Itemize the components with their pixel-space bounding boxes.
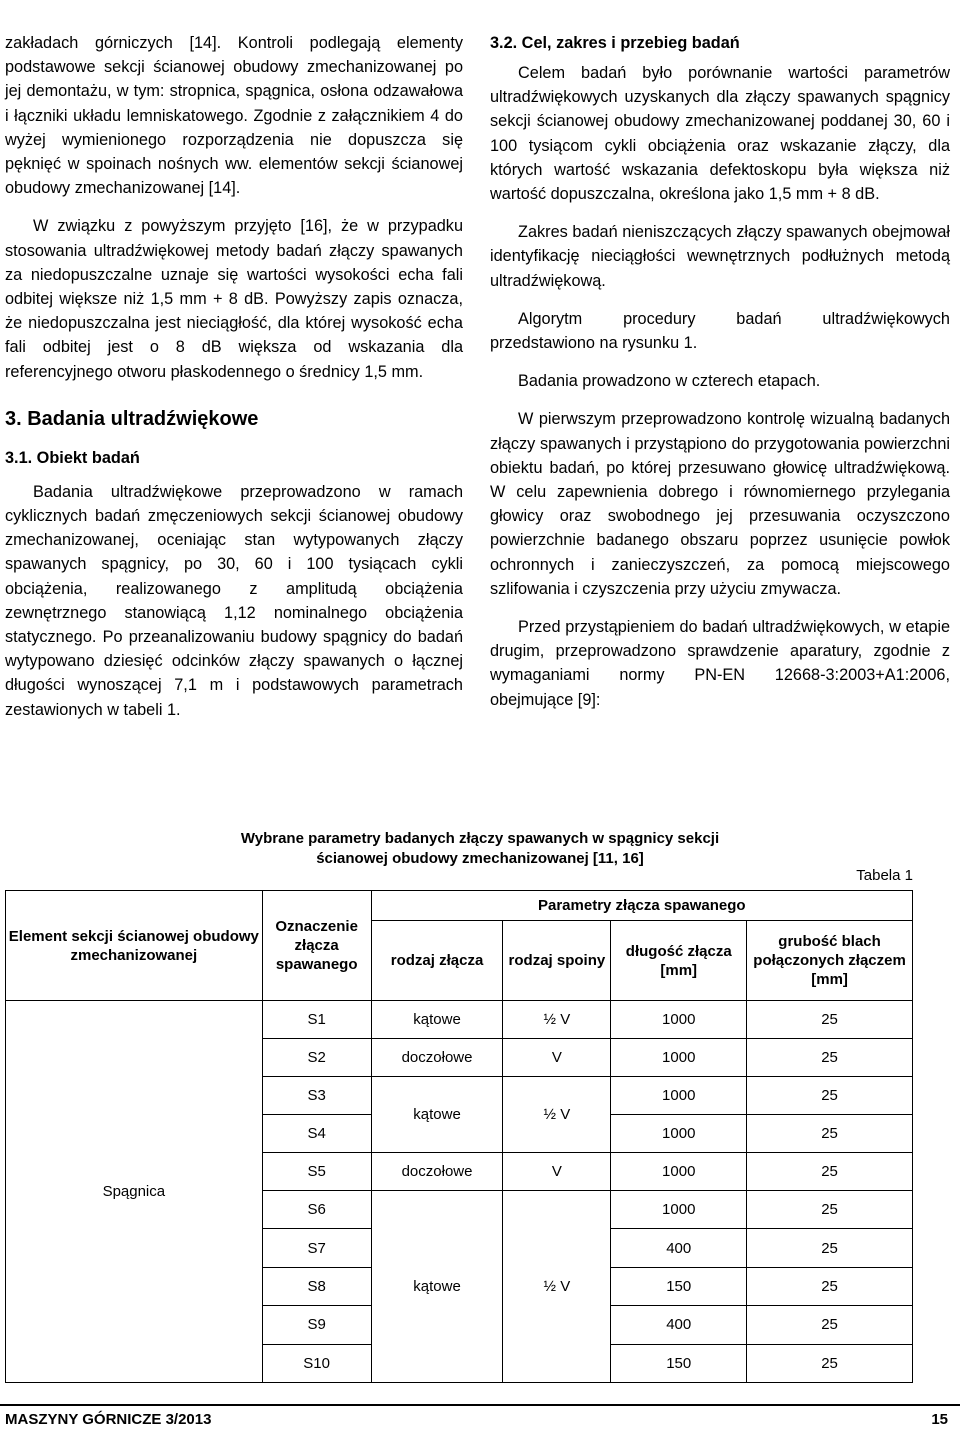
cell-dlugosc: 1000 [611, 1153, 747, 1191]
cell-dlugosc: 1000 [611, 1191, 747, 1229]
header-rodzaj-zlacza: rodzaj złącza [371, 921, 503, 1001]
table-label: Tabela 1 [856, 867, 913, 884]
table-caption [150, 829, 810, 869]
parameters-table [5, 890, 913, 1383]
header-grubosc: grubość blach połączonych złączem [mm] [747, 921, 913, 1001]
cell-dlugosc: 1000 [611, 1001, 747, 1039]
paragraph: Algorytm procedury badań ultradźwiękowych przedstawiono na rysunku 1. [490, 309, 950, 353]
cell-dlugosc: 1000 [611, 1039, 747, 1077]
paragraph: W związku z powyższym przyjęto [16], że w przypadku stosowania ultradźwiękowej metody badań złączy spawanych za niedopuszczalne uznaje się wartości wysokości echa fali odbitej większe niż 1,5 mm + 8 dB. Powyższy zapis oznacza, że niedopuszczalna jest nieciągłość, dla której wysokość echa fali odbitej jest o 8 dB większa od wskazania dla referencyjnego otworu płaskodennego o średnicy 1,5 mm. [5, 217, 463, 381]
cell-grubosc: 25 [747, 1229, 913, 1267]
cell-grubosc: 25 [747, 1191, 913, 1229]
header-oznaczenie: Oznaczenie złącza spawanego [262, 891, 371, 1001]
cell-rodzaj-spoiny: ½ V [503, 1077, 611, 1153]
header-params-group: Parametry złącza spawanego [371, 891, 912, 921]
cell-grubosc: 25 [747, 1077, 913, 1115]
cell-rodzaj-spoiny: V [503, 1039, 611, 1077]
cell-grubosc: 25 [747, 1001, 913, 1039]
footer-divider [0, 1404, 960, 1406]
paragraph: W pierwszym przeprowadzono kontrolę wizualną badanych złączy spawanych i przystąpiono do przygotowania powierzchni obiektu badań, po której przesuwano głowicę ultradźwiękową. W celu zapewnienia dobrego i równomiernego przylegania głowicy oraz swobodnego jej przesuwania oczyszczono powierzchnie badanego obszaru poprzez usunięcie powłok ochronnych i zanieczyszczeń, za pomocą miejscowego szlifowania i czyszczenia przy użyciu zmywacza. [490, 410, 950, 598]
cell-dlugosc: 150 [611, 1267, 747, 1305]
cell-dlugosc: 400 [611, 1306, 747, 1344]
subsection-heading: 3.2. Cel, zakres i przebieg badań [490, 34, 740, 52]
paragraph: Badania ultradźwiękowe przeprowadzono w ramach cyklicznych badań zmęczeniowych sekcji ścianowej obudowy zmechanizowanej, oceniając stan wytypowanych złączy spawanych spągnicy, po 30, 60 i 100 tysiącach cykli obciążenia, realizowanego z amplitudą obciążenia zewnętrznego stanowiącą 1,12 nominalnego obciążenia statycznego. Po przeanalizowaniu budowy spągnicy do badań wytypowano dziesięć odcinków złączy spawanych o łącznej długości wynoszącej 7,1 m i podstawowych parametrach zestawionych w tabeli 1. [5, 482, 463, 719]
table-caption-line: Wybrane parametry badanych złączy spawanych w spągnicy sekcji [240, 830, 720, 847]
cell-rodzaj-spoiny: ½ V [503, 1001, 611, 1039]
cell-rodzaj-spoiny: ½ V [503, 1191, 611, 1383]
cell-rodzaj-zlacza: kątowe [371, 1077, 503, 1153]
paragraph: Badania prowadzono w czterech etapach. [518, 372, 821, 391]
cell-id: S5 [262, 1153, 371, 1191]
cell-rodzaj-spoiny: V [503, 1153, 611, 1191]
section-heading: 3. Badania ultradźwiękowe [5, 407, 259, 430]
cell-grubosc: 25 [747, 1115, 913, 1153]
cell-grubosc: 25 [747, 1267, 913, 1305]
cell-rodzaj-zlacza: doczołowe [371, 1039, 503, 1077]
header-dlugosc: długość złącza [mm] [611, 921, 747, 1001]
element-cell: Spągnica [6, 1001, 263, 1383]
cell-grubosc: 25 [747, 1306, 913, 1344]
table-caption-line: ścianowej obudowy zmechanizowanej [11, 16] [316, 850, 644, 867]
cell-id: S4 [262, 1115, 371, 1153]
cell-id: S8 [262, 1267, 371, 1305]
paragraph: Przed przystąpieniem do badań ultradźwiękowych, w etapie drugim, przeprowadzono sprawdzenie aparatury, zgodnie z wymaganiami normy PN-EN 12668-3:2003+A1:2006, obejmujące [9]: [490, 618, 950, 709]
cell-rodzaj-zlacza: kątowe [371, 1191, 503, 1383]
paragraph: zakładach górniczych [14]. Kontroli podlegają elementy podstawowe sekcji ścianowej obudowy zmechanizowanej po jej demontażu, w tym: stropnica, spągnica, osłona odzawałowa i łączniki układu lemniskatowego. Zgodnie z załącznikiem 4 do wyżej wymienionego rozporządzenia nie dopuszcza się pęknięć w spoinach nośnych ww. elementów sekcji ścianowej obudowy zmechanizowanej [14]. [5, 34, 463, 198]
header-rodzaj-spoiny: rodzaj spoiny [503, 921, 611, 1001]
footer-journal: MASZYNY GÓRNICZE 3/2013 [5, 1411, 212, 1428]
right-column [490, 31, 950, 712]
paragraph: Celem badań było porównanie wartości parametrów ultradźwiękowych uzyskanych dla złączy spawanych spągnicy sekcji ścianowej obudowy zmechanizowanej poddanej 30, 60 i 100 tysiącom cykli obciążenia oraz wskazanie złączy, dla których wartość wskazania defektoskopu była większa niż wartość dopuszczalna, określona jako 1,5 mm + 8 dB. [490, 64, 950, 204]
cell-id: S3 [262, 1077, 371, 1115]
cell-id: S2 [262, 1039, 371, 1077]
cell-id: S1 [262, 1001, 371, 1039]
cell-id: S10 [262, 1344, 371, 1382]
cell-id: S6 [262, 1191, 371, 1229]
left-column [5, 31, 463, 722]
cell-grubosc: 25 [747, 1344, 913, 1382]
cell-dlugosc: 400 [611, 1229, 747, 1267]
cell-id: S7 [262, 1229, 371, 1267]
cell-dlugosc: 1000 [611, 1077, 747, 1115]
header-element: Element sekcji ścianowej obudowy zmechanizowanej [6, 891, 263, 1001]
cell-rodzaj-zlacza: kątowe [371, 1001, 503, 1039]
page-number: 15 [931, 1411, 948, 1428]
cell-dlugosc: 1000 [611, 1115, 747, 1153]
cell-grubosc: 25 [747, 1039, 913, 1077]
subsection-heading: 3.1. Obiekt badań [5, 448, 140, 467]
cell-dlugosc: 150 [611, 1344, 747, 1382]
paragraph: Zakres badań nieniszczących złączy spawanych obejmował identyfikację nieciągłości wewnętrznych podłużnych metodą ultradźwiękową. [490, 223, 950, 290]
cell-rodzaj-zlacza: doczołowe [371, 1153, 503, 1191]
cell-id: S9 [262, 1306, 371, 1344]
cell-grubosc: 25 [747, 1153, 913, 1191]
